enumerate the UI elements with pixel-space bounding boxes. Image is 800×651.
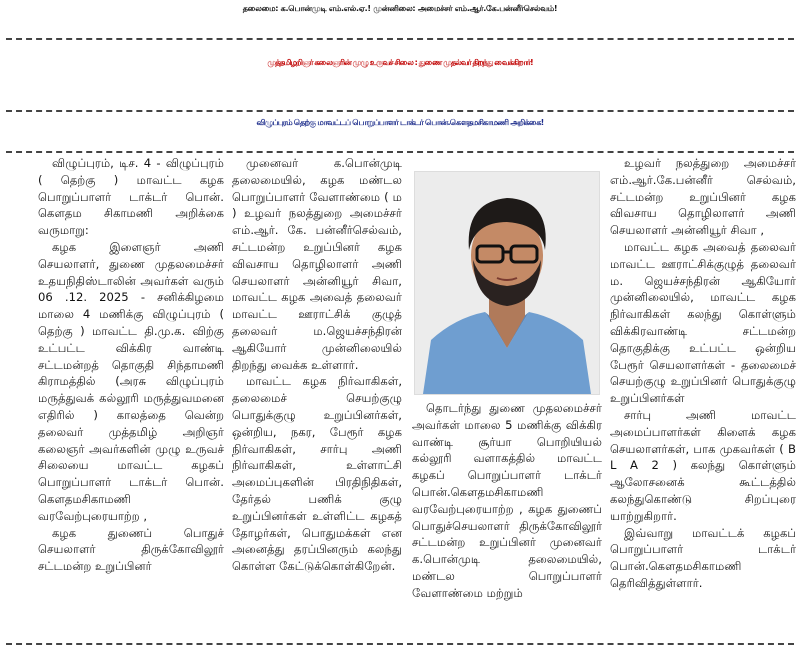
article-column-4 <box>610 155 796 592</box>
article-paragraph: இவ்வாறு மாவட்டக் கழகப் பொறுப்பாளர் டாக்டர் பொன்.கௌதமசிகாமணி தெரிவித்துள்ளார். <box>610 525 796 590</box>
article-paragraph: விழுப்புரம், டிச. 4 - விழுப்புரம் ( தெற்கு ) மாவட்ட கழக பொறுப்பாளர் டாக்டர் பொன். கௌதம சிகாமணி அறிக்கை வருமாறு: <box>38 156 224 238</box>
headline-sub: விழுப்புரம் தெற்கு மாவட்டப் பொறுப்பாளர் டாக்டர் பொன்.கௌதமசிகாமணி அறிக்கை! <box>256 118 544 127</box>
article-paragraph: உழவர் நலத்துறை அமைச்சர் எம்.ஆர்.கே.பன்னீர் செல்வம், சட்டமன்ற உறுப்பினர் கழக விவசாய தொழிலாளர் அணி செயலாளர் அன்னியூர் சிவா , <box>610 156 796 238</box>
article-paragraph: கழக துணைப் பொதுச் செயலாளர் திருக்கோவிலூர் சட்டமன்ற உறுப்பினர் <box>38 525 224 574</box>
article-column-1 <box>38 155 224 575</box>
portrait-photo <box>414 171 600 395</box>
article-paragraph: சார்பு அணி மாவட்ட அமைப்பாளர்கள் கிளைக் கழக செயலாளர்கள், பாக முகவர்கள் ( B L A 2 ) கலந்து கொள்ளும் ஆலோசனைக் கூட்டத்தில் கலந்துகொண்டு சிறப்புரை யாற்றுகிறார். <box>610 407 796 523</box>
man-portrait-icon <box>415 172 599 394</box>
article-paragraph: மாவட்ட கழக நிர்வாகிகள், தலைமைச் செயற்குழு பொதுக்குழு உறுப்பினர்கள், ஒன்றிய, நகர, பேரூர் கழக நிர்வாகிகள், சார்பு அணி நிர்வாகிகள், உள்ளாட்சி அமைப்புகளின் பிரதிநிதிகள், தேர்தல் பணிக் குழு உறுப்பினர்கள் உள்ளிட்ட கழகத் தோழர்கள், பொதுமக்கள் என அனைத்து தரப்பினரும் கலந்து கொள்ள கேட்டுக்கொள்கிறேன். <box>232 374 402 574</box>
article-paragraph: தொடர்ந்து துணை முதலமைச்சர் அவர்கள் மாலை 5 மணிக்கு விக்கிர வாண்டி சூர்யா பொறியியல் கல்லூரி வளாகத்தில் மாவட்ட கழகப் பொறுப்பாளர் டாக்டர் பொன்.கௌதமசிகாமணி வரவேற்புரையாற்ற , கழக துணைப் பொதுச்செயலாளர் திருக்கோவிலூர் சட்டமன்ற உறுப்பினர் முனைவர் க.பொன்முடி தலைமையில், மண்டல பொறுப்பாளர் வேளாண்மை மற்றும் <box>412 401 602 600</box>
article-paragraph: கழக இளைஞர் அணி செயலாளர், துணை முதலமைச்சர் உதயநிதிஸ்டாலின் அவர்கள் வரும் 06 .12. 2025 - சனிக்கிழமை மாலை 4 மணிக்கு விழுப்புரம் ( தெற்கு ) மாவட்ட தி.மு.க. விற்கு உட்பட்ட விக்கிர வாண்டி சட்டமன்றத் தொகுதி சிந்தாமணி கிராமத்தில் (அரசு விழுப்புரம் மருத்துவக் கல்லூரி மருத்துவமனை எதிரில் ) காலத்தை வென்ற தலைவர் முத்தமிழ் அறிஞர் கலைஞர் அவர்களின் முழு உருவச் சிலையை மாவட்ட கழகப் பொறுப்பாளர் டாக்டர் பொன். கௌதமசிகாமணி வரவேற்புரையாற்ற , <box>38 239 224 523</box>
divider <box>6 38 794 40</box>
headline-main: முத்தமிழறிஞர் கலைஞரின் முழு உருவச் சிலை : துணை முதல்வர் திறந்து வைக்கிறார்! <box>267 58 533 67</box>
divider <box>6 110 794 112</box>
article-paragraph: முனைவர் க.பொன்முடி தலைமையில், கழக மண்டல பொறுப்பாளர் வேளாண்மை ( ம ) உழவர் நலத்துறை அமைச்சர் எம்.ஆர். கே. பன்னீர்செல்வம், சட்டமன்ற உறுப்பினர் கழக விவசாய தொழிலாளர் அணி செயலாளர் அன்னியூர் சிவா, மாவட்ட கழக அவைத் தலைவர் மாவட்ட ஊராட்சிக் குழுத் தலைவர் ம.ஜெயச்சந்திரன் ஆகியோர் முன்னிலையில் திறந்து வைக்க உள்ளார். <box>232 156 402 372</box>
divider <box>6 643 794 645</box>
article-paragraph: மாவட்ட கழக அவைத் தலைவர் மாவட்ட ஊராட்சிக்குழுத் தலைவர் ம. ஜெயச்சந்திரன் ஆகியோர் முன்னிலையில், மாவட்ட கழக நிர்வாகிகள் கலந்து கொள்ளும் விக்கிரவாண்டி சட்டமன்ற தொகுதிக்கு உட்பட்ட ஒன்றிய பேரூர் செயலாளர்கள் - தலைமைச் செயற்குழு உறுப்பினர் பொதுக்குழு உறுப்பினர்கள் <box>610 239 796 406</box>
article-column-2 <box>232 155 402 575</box>
divider <box>6 151 794 153</box>
headline-top: தலைமை: க.பொன்முடி எம்.எல்.ஏ.! முன்னிலை: அமைச்சர் எம்.ஆர்.கே.பன்னீர்செல்வம்! <box>242 4 558 13</box>
article-column-3 <box>412 400 602 602</box>
